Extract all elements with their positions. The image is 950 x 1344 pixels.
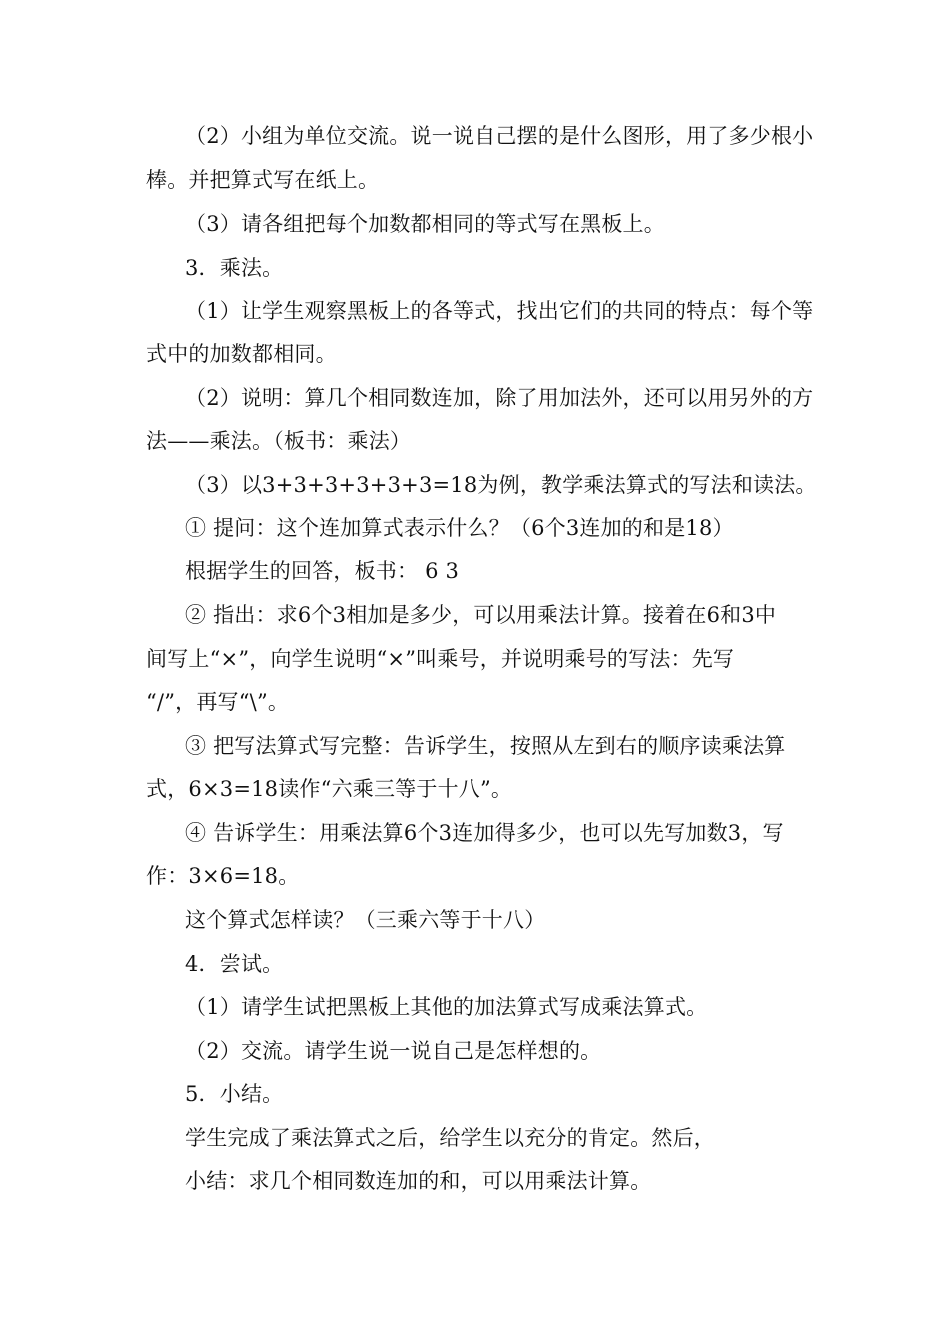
section-heading: 3．乘法。 <box>185 256 284 280</box>
text-line: （3）请各组把每个加数都相同的等式写在黑板上。 <box>185 212 665 236</box>
text-line: ② 指出：求6个3相加是多少，可以用乘法计算。接着在6和3中 <box>185 603 777 627</box>
text-line: 式中的加数都相同。 <box>146 342 337 366</box>
text-line: ④ 告诉学生：用乘法算6个3连加得多少，也可以先写加数3，写 <box>185 821 784 845</box>
text-line: 这个算式怎样读？（三乘六等于十八） <box>185 908 546 932</box>
text-line: 根据学生的回答，板书： 6 3 <box>185 559 460 583</box>
text-line: ① 提问：这个连加算式表示什么？（6个3连加的和是18） <box>185 516 734 540</box>
text-line: 作：3×6=18。 <box>146 864 300 888</box>
text-line: （3）以3+3+3+3+3+3=18为例，教学乘法算式的写法和读法。 <box>185 473 817 497</box>
section-heading: 4．尝试。 <box>185 952 284 976</box>
text-line: （1）让学生观察黑板上的各等式，找出它们的共同的特点：每个等 <box>185 299 814 323</box>
text-line: （2）交流。请学生说一说自己是怎样想的。 <box>185 1039 602 1063</box>
text-line: （1）请学生试把黑板上其他的加法算式写成乘法算式。 <box>185 995 708 1019</box>
section-heading: 5．小结。 <box>185 1082 284 1106</box>
text-line: 小结：求几个相同数连加的和，可以用乘法计算。 <box>185 1169 652 1193</box>
text-line: 学生完成了乘法算式之后，给学生以充分的肯定。然后， <box>185 1126 715 1150</box>
text-line: （2）说明：算几个相同数连加，除了用加法外，还可以用另外的方 <box>185 386 814 410</box>
text-line: 法——乘法。（板书：乘法） <box>146 429 412 453</box>
text-line: 棒。并把算式写在纸上。 <box>146 168 380 192</box>
text-line: 间写上“×”，向学生说明“×”叫乘号，并说明乘号的写法：先写 <box>146 647 735 671</box>
text-line: 式，6×3=18读作“六乘三等于十八”。 <box>146 777 513 801</box>
text-line: ③ 把写法算式写完整：告诉学生，按照从左到右的顺序读乘法算 <box>185 734 786 758</box>
text-line: “/”，再写“\”。 <box>146 690 290 714</box>
text-line: （2）小组为单位交流。说一说自己摆的是什么图形，用了多少根小 <box>185 124 814 148</box>
